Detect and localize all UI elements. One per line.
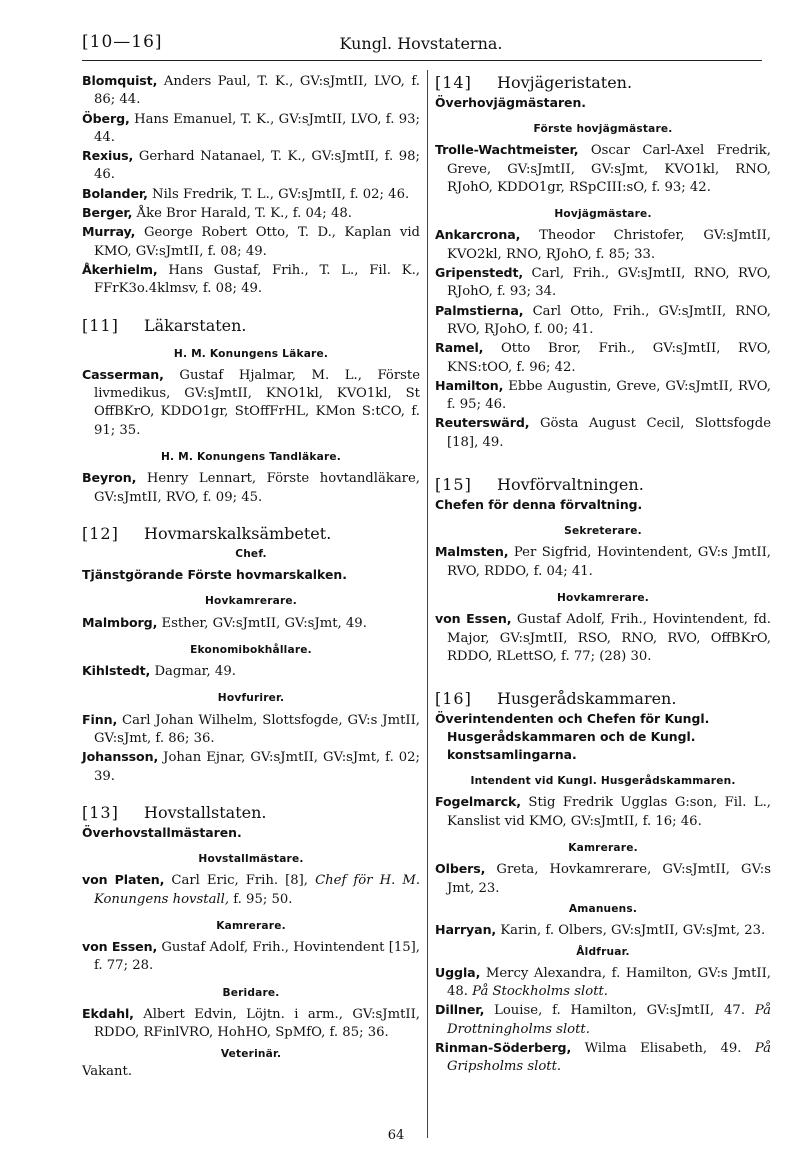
office-heading: H. M. Konungens Läkare. xyxy=(173,347,329,360)
entry: Åkerhielm, Hans Gustaf, Frih., T. L., Fil. K., FFrK3o.4klmsv, f. 08; 49. xyxy=(82,261,420,297)
entry: Rexius, Gerhard Natanael, T. K., GV:sJmtII, f. 98; 46. xyxy=(82,148,420,183)
lead-office: Tjänstgörande Förste hovmarskalken. xyxy=(82,567,347,583)
office-heading: Hovkamrerare. xyxy=(204,595,298,608)
entry: Kihlstedt, Dagmar, 49. xyxy=(82,663,236,680)
column-divider xyxy=(427,70,428,1138)
entry: Beyron, Henry Lennart, Förste hovtandläkare, GV:sJmtII, RVO, f. 09; 45. xyxy=(82,470,420,505)
office-heading: Sekreterare. xyxy=(564,525,642,538)
section-range: [10—16] xyxy=(82,32,163,52)
office-heading: Beridare. xyxy=(222,986,280,999)
right-column xyxy=(435,72,771,1077)
lead-office: Chefen för denna förvaltning. xyxy=(435,497,643,513)
page-number: 64 xyxy=(387,1128,405,1143)
entry: Dillner, Louise, f. Hamilton, GV:sJmtII, 47. På Drottningholms slott. xyxy=(435,1002,771,1037)
entry: von Essen, Gustaf Adolf, Frih., Hovintendent [15], f. 77; 28. xyxy=(82,939,420,974)
running-header xyxy=(82,32,760,58)
entry: Rinman-Söderberg, Wilma Elisabeth, 49. På Gripsholms slott. xyxy=(435,1039,771,1075)
office-heading: Hovfurirer. xyxy=(217,692,285,705)
lead-office: Överhovstallmästaren. xyxy=(82,824,242,840)
entry: Murray, George Robert Otto, T. D., Kaplan vid KMO, GV:sJmtII, f. 08; 49. xyxy=(82,224,420,259)
section-heading-14: [14] Hovjägeristaten. xyxy=(435,73,633,92)
office-heading: Hovkamrerare. xyxy=(556,591,650,604)
entry: Ekdahl, Albert Edvin, Löjtn. i arm., GV:sJmtII, RDDO, RFinlVRO, HohHO, SpMfO, f. 85; 36. xyxy=(82,1005,420,1041)
office-heading: Amanuens. xyxy=(568,902,638,915)
office-heading: Åldfruar. xyxy=(576,945,630,958)
office-heading: Hovjägmästare. xyxy=(554,208,652,221)
running-title: Kungl. Hovstaterna. xyxy=(339,34,503,53)
entry: Trolle-Wachtmeister, Oscar Carl-Axel Fredrik, Greve, GV:sJmtII, GV:sJmt, KVO1kl, RNO, RJohO, KDDO1gr, RSpCIII:sO, f. 93; 42. xyxy=(435,142,771,195)
office-heading: Chef. xyxy=(235,547,267,560)
entry: Finn, Carl Johan Wilhelm, Slottsfogde, GV:s JmtII, GV:sJmt, f. 86; 36. xyxy=(82,711,420,747)
office-heading: Förste hovjägmästare. xyxy=(533,123,673,135)
entry: Johansson, Johan Ejnar, GV:sJmtII, GV:sJmt, f. 02; 39. xyxy=(82,749,420,784)
office-heading: Ekonomibokhållare. xyxy=(190,643,312,656)
entry: Casserman, Gustaf Hjalmar, M. L., Förste livmedikus, GV:sJmtII, KNO1kl, KVO1kl, St OffBKrO, KDDO1gr, StOffFrHL, KMon S:tCO, f. 91; 35. xyxy=(82,366,420,438)
entry: Malmborg, Esther, GV:sJmtII, GV:sJmt, 49. xyxy=(82,614,367,631)
entry: Reuterswärd, Gösta August Cecil, Slottsfogde [18], 49. xyxy=(435,415,771,450)
entry: Öberg, Hans Emanuel, T. K., GV:sJmtII, LVO, f. 93; 44. xyxy=(82,110,420,145)
entry: Harryan, Karin, f. Olbers, GV:sJmtII, GV:sJmt, 23. xyxy=(435,922,766,939)
entry: von Platen, Carl Eric, Frih. [8], Chef för H. M. Konungens hovstall, f. 95; 50. xyxy=(82,872,421,907)
left-column xyxy=(82,72,420,1081)
entry: Blomquist, Anders Paul, T. K., GV:sJmtII, LVO, f. 86; 44. xyxy=(82,73,420,108)
office-heading: Kamrerare. xyxy=(216,919,286,932)
entry: Fogelmarck, Stig Fredrik Ugglas G:son, Fil. L., Kanslist vid KMO, GV:sJmtII, f. 16; 46. xyxy=(435,794,771,829)
section-heading-11: [11] Läkarstaten. xyxy=(82,315,247,335)
entry: Gripenstedt, Carl, Frih., GV:sJmtII, RNO, RVO, RJohO, f. 93; 34. xyxy=(435,265,771,300)
section-heading-16: [16] Husgerådskammaren. xyxy=(435,689,677,709)
entry: Palmstierna, Carl Otto, Frih., GV:sJmtII, RNO, RVO, RJohO, f. 00; 41. xyxy=(435,302,771,337)
entry: Ramel, Otto Bror, Frih., GV:sJmtII, RVO, KNS:tOO, f. 96; 42. xyxy=(435,340,771,375)
continued-entries xyxy=(82,72,420,299)
office-heading: Intendent vid Kungl. Husgerådskammaren. xyxy=(470,775,736,788)
vacant-note: Vakant. xyxy=(82,1063,133,1079)
header-rule xyxy=(82,60,762,61)
section-heading-13: [13] Hovstallstaten. xyxy=(82,802,267,822)
entry: Berger, Åke Bror Harald, T. K., f. 04; 48. xyxy=(82,205,352,222)
office-heading: H. M. Konungens Tandläkare. xyxy=(160,451,341,464)
lead-office: Överhovjägmästaren. xyxy=(435,95,586,110)
entry: Uggla, Mercy Alexandra, f. Hamilton, GV:s JmtII, 48. På Stockholms slott. xyxy=(435,964,771,1000)
entry: Malmsten, Per Sigfrid, Hovintendent, GV:s JmtII, RVO, RDDO, f. 04; 41. xyxy=(435,544,771,579)
office-heading: Hovstallmästare. xyxy=(198,852,304,865)
entry: Ankarcrona, Theodor Christofer, GV:sJmtII, KVO2kl, RNO, RJohO, f. 85; 33. xyxy=(435,227,771,262)
office-heading: Veterinär. xyxy=(220,1047,282,1060)
office-heading: Kamrerare. xyxy=(568,842,638,855)
entry: von Essen, Gustaf Adolf, Frih., Hovintendent, fd. Major, GV:sJmtII, RSO, RNO, RVO, OffBKrO, RDDO, RLettSO, f. 77; (28) 30. xyxy=(435,611,771,664)
entry: Hamilton, Ebbe Augustin, Greve, GV:sJmtII, RVO, f. 95; 46. xyxy=(435,377,771,413)
entry: Olbers, Greta, Hovkamrerare, GV:sJmtII, GV:s Jmt, 23. xyxy=(435,861,771,896)
section-heading-12: [12] Hovmarskalksämbetet. xyxy=(82,523,332,543)
lead-office: Överintendenten och Chefen för Kungl. Husgerådskammaren och de Kungl. konstsamlingarna. xyxy=(435,711,710,763)
entry: Bolander, Nils Fredrik, T. L., GV:sJmtII, f. 02; 46. xyxy=(82,185,410,202)
section-heading-15: [15] Hovförvaltningen. xyxy=(435,475,644,495)
